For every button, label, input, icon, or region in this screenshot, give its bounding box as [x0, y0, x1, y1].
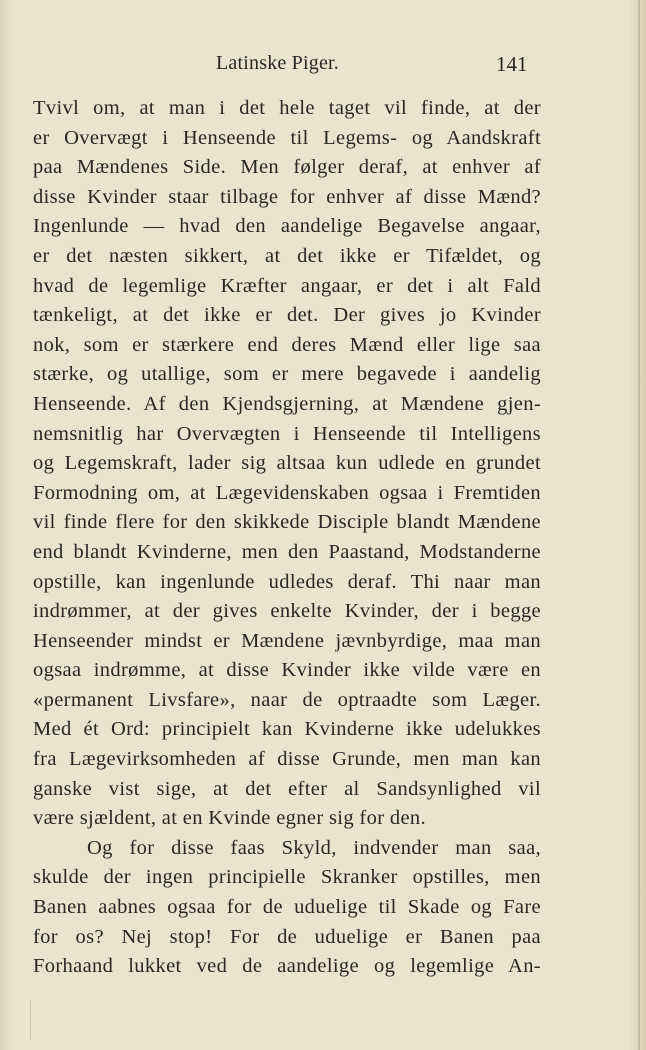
text-line: for os? Nej stop! For de uduelige er Banen paa — [33, 925, 541, 948]
text-line: Henseender mindst er Mændene jævnbyrdige, maa man — [33, 629, 541, 652]
text-line: opstille, kan ingenlunde udledes deraf. Thi naar man — [33, 570, 541, 593]
text-line: Tvivl om, at man i det hele taget vil finde, at der — [33, 97, 541, 119]
page-header — [0, 52, 646, 78]
paragraph-first-line: Og for disse faas Skyld, indvender man saa, — [87, 836, 541, 859]
text-line: hvad de legemlige Kræfter angaar, er det i alt Fald — [33, 274, 541, 297]
text-line: paa Mændenes Side. Men følger deraf, at enhver af — [33, 156, 541, 179]
text-line: nemsnitlig har Overvægten i Henseende til Intelligens — [33, 422, 541, 445]
text-line: er det næsten sikkert, at det ikke er Tifældet, og — [33, 244, 541, 267]
text-line: indrømmer, at der gives enkelte Kvinder, der i begge — [33, 600, 541, 623]
text-line: ogsaa indrømme, at disse Kvinder ikke vilde være en — [33, 659, 541, 682]
text-line: stærke, og utallige, som er mere begavede i aandelig — [33, 363, 541, 386]
text-line: skulde der ingen principielle Skranker opstilles, men — [33, 866, 541, 889]
text-line: Formodning om, at Lægevidenskaben ogsaa i Fremtiden — [33, 481, 541, 504]
text-line: nok, som er stærkere end deres Mænd eller lige saa — [33, 333, 541, 356]
running-title: Latinske Piger. — [216, 52, 339, 74]
page-number: 141 — [496, 52, 528, 76]
text-line: er Overvægt i Henseende til Legems- og Aandskraft — [33, 126, 541, 149]
text-line: «permanent Livsfare», naar de optraadte som Læger. — [33, 688, 541, 711]
text-line: vil finde flere for den skikkede Disciple blandt Mændene — [33, 511, 541, 534]
text-line: ganske vist sige, at det efter al Sandsynlighed vil — [33, 777, 541, 800]
text-line: tænkeligt, at det ikke er det. Der gives jo Kvinder — [33, 304, 541, 327]
text-line: Med ét Ord: principielt kan Kvinderne ikke udelukkes — [33, 718, 541, 741]
page-edge-shadow — [638, 0, 640, 1050]
text-line: være sjældent, at en Kvinde egner sig for den. — [33, 807, 426, 830]
text-line: disse Kvinder staar tilbage for enhver af disse Mænd? — [33, 185, 541, 208]
margin-mark — [30, 1000, 31, 1040]
text-line: Banen aabnes ogsaa for de uduelige til Skade og Fare — [33, 896, 541, 919]
text-line: end blandt Kvinderne, men den Paastand, Modstanderne — [33, 540, 541, 563]
body-text — [33, 94, 541, 982]
text-line: fra Lægevirksomheden af disse Grunde, men man kan — [33, 748, 541, 771]
text-line: Henseende. Af den Kjendsgjerning, at Mændene gjen- — [33, 392, 541, 415]
text-line: Forhaand lukket ved de aandelige og legemlige An- — [33, 955, 541, 978]
text-line: Ingenlunde — hvad den aandelige Begavelse angaar, — [33, 215, 541, 238]
text-line: og Legemskraft, lader sig altsaa kun udlede en grundet — [33, 452, 541, 475]
